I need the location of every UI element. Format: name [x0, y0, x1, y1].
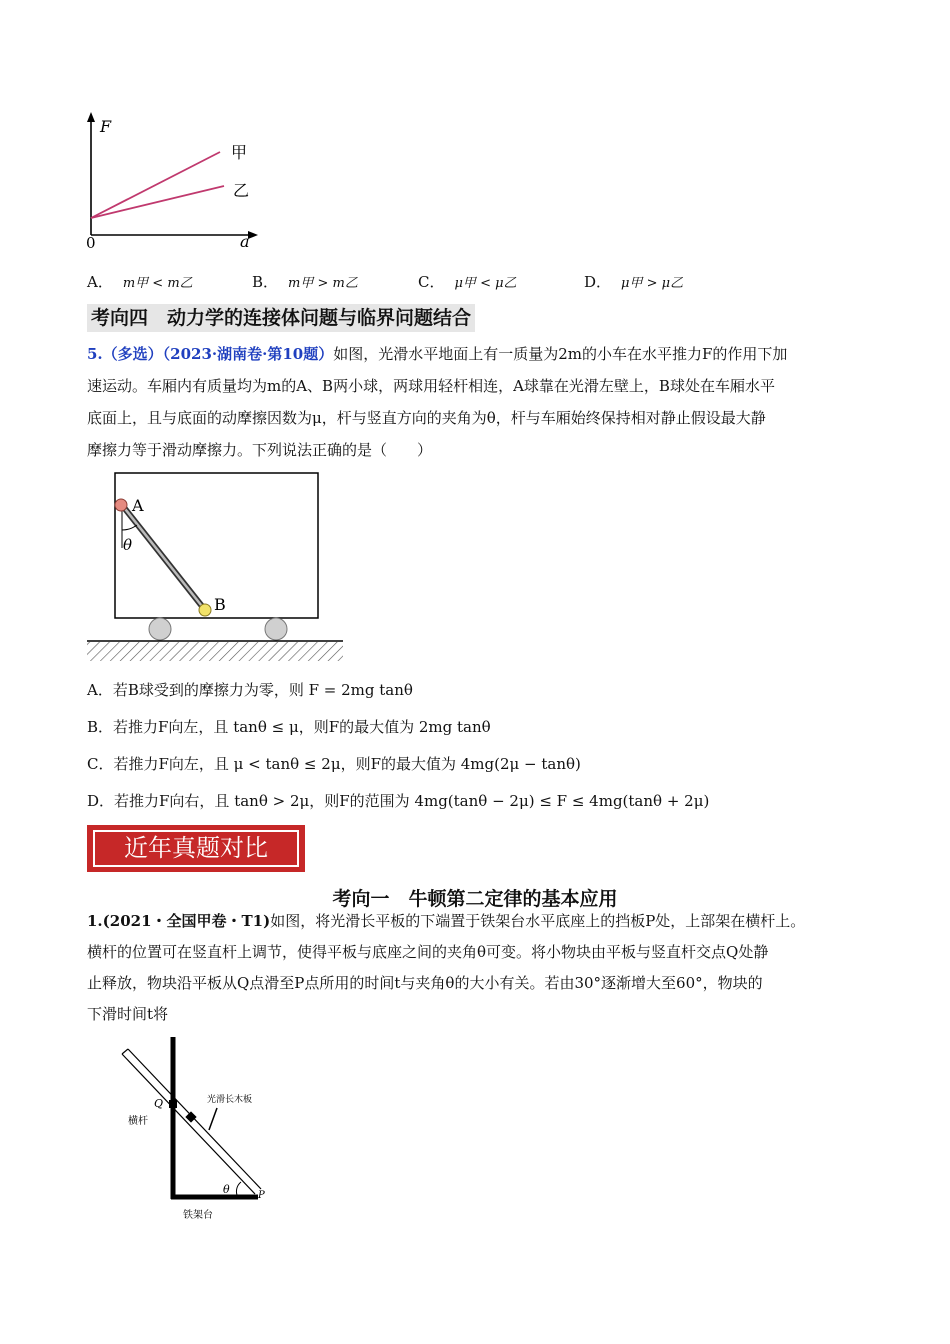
- q5-tag: 5.（多选）（2023·湖南卷·第10题）: [87, 345, 334, 363]
- option-expr: m甲 < m乙: [122, 276, 193, 291]
- line-jia: [91, 152, 220, 218]
- q5-text-1: 如图，光滑水平地面上有一质量为2m的小车在水平推力F的作用下加: [333, 345, 788, 363]
- q1-line-3: 止释放，物块沿平板从Q点滑至P点所用的时间t与夹角θ的大小有关。若由30°逐渐增大至60°，物块的: [87, 974, 763, 992]
- option-letter: A．: [87, 273, 113, 291]
- section-title-4: 考向四 动力学的连接体问题与临界问题结合: [87, 304, 475, 332]
- theta-arc: [236, 1182, 241, 1195]
- label-theta: θ: [223, 1183, 230, 1196]
- option-expr: μ甲 > μ乙: [621, 276, 684, 291]
- q5-line-4: 摩擦力等于滑动摩擦力。下列说法正确的是（ ）: [87, 441, 433, 459]
- block: [185, 1111, 196, 1122]
- q5-option-a: A．若B球受到的摩擦力为零，则 F = 2mg tanθ: [87, 681, 413, 699]
- line-jia-label: 甲: [231, 143, 248, 162]
- label-bar: 横杆: [128, 1116, 148, 1127]
- ball-a: [115, 499, 127, 511]
- q1-line-2: 横杆的位置可在竖直杆上调节，使得平板与底座之间的夹角θ可变。将小物块由平板与竖直杆交点Q处静: [87, 943, 769, 961]
- line-yi: [91, 186, 224, 218]
- q5-option-d: D．若推力F向右，且 tanθ > 2μ，则F的范围为 4mg(tanθ − 2μ) ≤ F ≤ 4mg(tanθ + 2μ): [87, 792, 710, 810]
- option-letter: C．: [418, 273, 445, 291]
- stand-figure: [110, 1030, 280, 1225]
- wheel-right: [265, 618, 287, 640]
- q5-option-c: C．若推力F向左，且 μ < tanθ ≤ 2μ，则F的最大值为 4mg(2μ − tanθ): [87, 755, 581, 773]
- label-b: B: [214, 595, 226, 614]
- label-q: Q: [154, 1097, 164, 1110]
- label-theta: θ: [123, 536, 133, 554]
- y-axis-label: F: [100, 117, 112, 136]
- q4-option-b: [252, 271, 358, 292]
- q1-line-4: 下滑时间t将: [87, 1005, 169, 1023]
- q5-line-1: [87, 339, 787, 370]
- banner-title: 近年真题对比: [124, 834, 268, 862]
- q5-line-2: 速运动。车厢内有质量均为m的A、B两小球，两球用轻杆相连，A球靠在光滑左壁上，B球处在车厢水平: [87, 377, 775, 395]
- section-banner: [87, 825, 305, 872]
- q1-tag: 1.(2021・全国甲卷・T1): [87, 912, 271, 930]
- q4-option-a: [87, 271, 193, 292]
- q4-option-c: [418, 271, 517, 292]
- label-stand: 铁架台: [183, 1210, 213, 1221]
- q1-text-1: 如图，将光滑长平板的下端置于铁架台水平底座上的挡板P处，上部架在横杆上。: [270, 912, 806, 930]
- option-expr: μ甲 < μ乙: [454, 276, 517, 291]
- origin-label: 0: [86, 234, 96, 252]
- line-yi-label: 乙: [233, 181, 250, 200]
- option-letter: D．: [584, 273, 612, 291]
- label-p: P: [258, 1190, 265, 1201]
- banner-frame: [93, 830, 299, 867]
- label-board: 光滑长木板: [207, 1095, 253, 1105]
- x-axis-label: a: [240, 232, 250, 251]
- q4-option-d: [584, 271, 683, 292]
- option-letter: B．: [252, 273, 279, 291]
- q1-line-1: [87, 906, 805, 937]
- ball-b: [199, 604, 211, 616]
- f-a-graph: [80, 110, 270, 255]
- board-pointer: [209, 1108, 217, 1130]
- q5-line-3: 底面上，且与底面的动摩擦因数为μ，杆与竖直方向的夹角为θ，杆与车厢始终保持相对静止假设最大静: [87, 409, 766, 427]
- label-a: A: [132, 496, 144, 515]
- ground-hatch: [87, 642, 343, 661]
- rod-highlight: [122, 505, 205, 610]
- option-expr: m甲 > m乙: [288, 276, 358, 291]
- crossbar-clamp: [169, 1100, 177, 1108]
- q5-option-b: B．若推力F向左，且 tanθ ≤ μ，则F的最大值为 2mg tanθ: [87, 718, 491, 736]
- wheel-left: [149, 618, 171, 640]
- section-title-1: 考向一 牛顿第二定律的基本应用: [332, 888, 618, 910]
- y-axis-arrow: [87, 112, 95, 122]
- cart-figure: [85, 468, 350, 668]
